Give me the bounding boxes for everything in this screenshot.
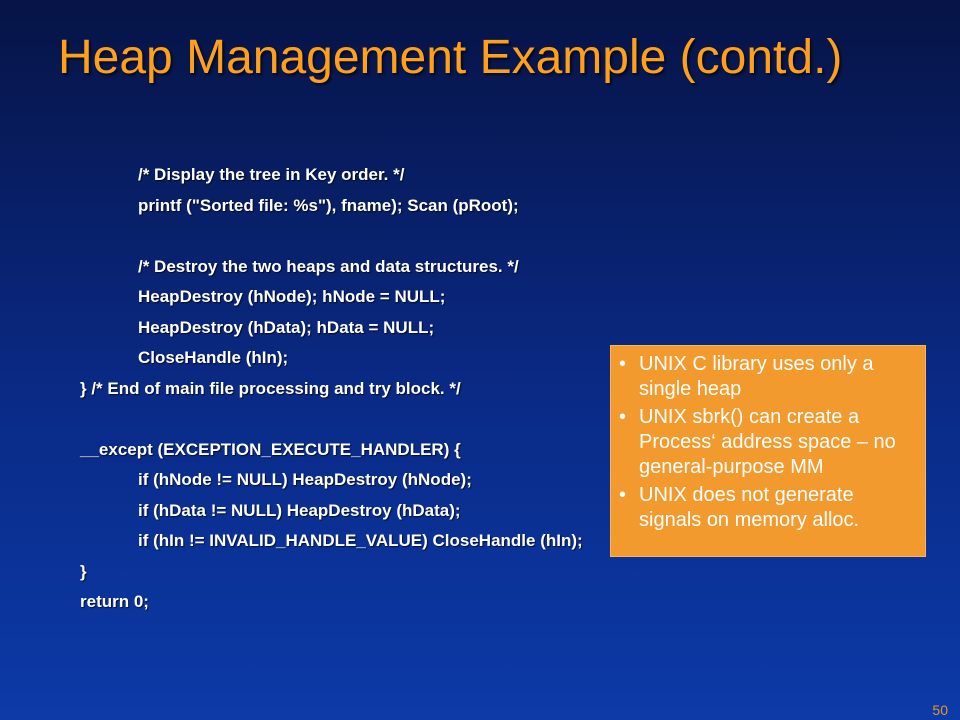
callout-bullet-text: UNIX sbrk() can create a Process‘ address space – no general-purpose MM <box>639 406 896 478</box>
code-line: __except (EXCEPTION_EXECUTE_HANDLER) { <box>80 439 461 459</box>
bullet-icon: • <box>619 484 627 506</box>
callout-bullet <box>619 405 919 480</box>
code-line: /* Display the tree in Key order. */ <box>138 165 405 184</box>
code-block <box>80 160 640 618</box>
code-line: if (hData != NULL) HeapDestroy (hData); <box>138 500 461 520</box>
callout-bullet <box>619 483 919 533</box>
bullet-icon: • <box>619 353 627 375</box>
code-line: if (hIn != INVALID_HANDLE_VALUE) CloseHandle (hIn); <box>138 531 583 550</box>
callout-bullet <box>619 352 919 402</box>
bullet-icon: • <box>619 406 627 428</box>
code-line: HeapDestroy (hNode); hNode = NULL; <box>138 287 446 306</box>
code-line: } /* End of main file processing and try block. */ <box>80 378 461 398</box>
slide-title: Heap Management Example (contd.) <box>58 31 843 84</box>
code-line: HeapDestroy (hData); hData = NULL; <box>138 317 435 337</box>
code-line: /* Destroy the two heaps and data structures. */ <box>138 256 519 276</box>
code-line-blank <box>80 221 640 252</box>
code-line: } <box>80 561 87 581</box>
code-line: printf ("Sorted file: %s"), fname); Scan (pRoot); <box>138 195 519 215</box>
code-line-blank <box>80 404 640 435</box>
page-number: 50 <box>932 702 948 718</box>
callout-bullet-text: UNIX does not generate signals on memory alloc. <box>639 484 860 531</box>
callout-bullet-text: UNIX C library uses only a single heap <box>639 353 874 400</box>
code-line: if (hNode != NULL) HeapDestroy (hNode); <box>138 470 472 489</box>
code-line: return 0; <box>80 592 149 611</box>
unix-notes-callout <box>610 345 926 557</box>
code-line: CloseHandle (hIn); <box>138 348 289 367</box>
